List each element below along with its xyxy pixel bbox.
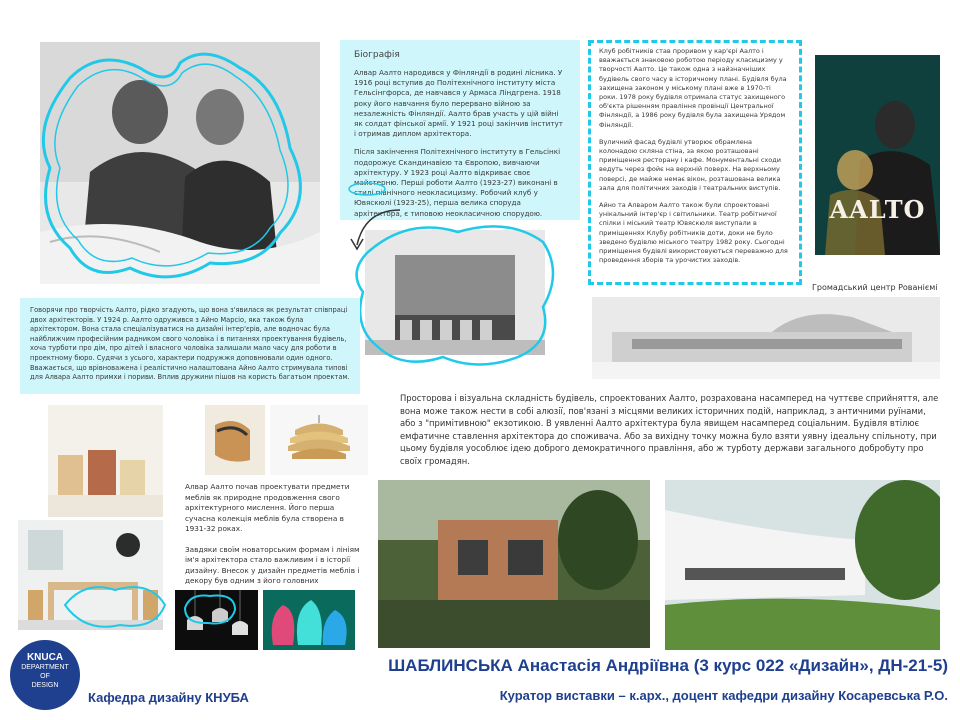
white-curved-building-photo (665, 480, 940, 650)
workers-club-paragraph-1: Клуб робітників став проривом у кар'єрі Аалто і вважається знаковою роботою періоду класицизму у творчості Аалто. Це також одна з найзначніших будівель свого часу в історичному плані. Будівля була захищена законом у міському плані вже в 1970-ті роки. 1978 року будівля отримала статус захищеного об'єкта рішенням правління провінції Центральної Фінляндії, а 1986 року будівля була захищена Урядом Фінляндії. (599, 47, 787, 129)
golden-lamp-photo (270, 405, 368, 475)
workers-club-panel (588, 40, 802, 285)
aalto-poster (815, 55, 940, 255)
lounge-chair-photo (205, 405, 265, 475)
glass-vases-photo (263, 590, 355, 650)
knuca-logo (10, 640, 80, 710)
author-line: ШАБЛИНСЬКА Анастасія Андріївна (3 курс 022 «Дизайн», ДН-21-5) (388, 656, 948, 675)
furniture-paragraph-1: Алвар Аалто почав проектувати предмети меблів як природне продовження свого архітектурного мислення. Його перша сучасна колекція меблів була створена в 1931-32 роках. (185, 482, 350, 533)
rovaniemi-center-photo (592, 297, 940, 379)
cyan-scribble-lamps (180, 588, 240, 628)
cyan-circle-mark (347, 181, 387, 197)
department-label: Кафедра дизайну КНУБА (88, 690, 249, 705)
brick-house-photo (378, 480, 650, 648)
logo-line-3: OF (40, 673, 50, 680)
furniture-paragraph-2: Завдяки своїм новаторським формам і лініям ім'я архітектора стало важливим і в історії дизайну. Внесок у дизайн предметів меблів і декору був одним з його головних (185, 544, 360, 585)
biography-paragraph-2: Після закінчення Політехнічного інституту в Гельсінкі подорожує Скандинавією та Європою, вивчаючи архітектуру. У 1923 році Аалто відкриває своє майстерню. Перші роботи Аалто (1923-27) виконані в стилі північного неокласицизму. Робочий клуб у Ювяскюлі (1923-25), перша велика споруда архітектора, є типовою неокласичною спорудою. (354, 147, 561, 218)
cyan-scribble-building (348, 212, 563, 372)
logo-line-2: DEPARTMENT (21, 664, 69, 671)
stools-chairs-photo (48, 405, 163, 517)
workers-club-paragraph-2: Вуличний фасад будівлі утворює обрамлена колонадою скляна стіна, за якою розташовані приміщення ресторану і кафе. Монументальні сходи ведуть через фойє на верхній поверх. На верхньому поверсі, де майже немає вікон, розташована велика зала для політичних заходів і театральних виступів. (599, 137, 781, 192)
rovaniemi-caption: Громадський центр Рованіємі (812, 283, 938, 292)
workers-club-paragraph-3: Айно та Алваром Аалто також були спроектовані унікальний інтер'єр і світильники. Театр робітничої спілки і міський театр Ювяскюля виступали в приміщеннях Клубу робітників доти, доки не було зведено будівлю міського театру 1982 року. Сьогодні приміщення будівлі використовуються переважно для проведення зборів та урочистих заходів. (599, 201, 788, 265)
cyan-scribble-outline (30, 38, 330, 298)
furniture-text-block (185, 482, 360, 597)
poster-title: AALTO (829, 195, 926, 224)
biography-title: Біографія (354, 50, 400, 60)
logo-line-1: KNUCA (26, 652, 64, 663)
aino-text-panel (20, 298, 360, 394)
logo-line-4: DESIGN (31, 682, 59, 689)
curator-line: Куратор виставки – к.арх., доцент кафедри дизайну Косаревська Р.О. (499, 688, 948, 703)
perception-text: Просторова і візуальна складність будівель, спроектованих Аалто, розрахована насамперед на чуттєве сприйняття, але вона може також нести в собі алюзії, пов'язані з місцями великих історичних подій, наприклад, з античними руїнами, або з "примітивною" екзотикою. В уявленні Аалто архітектура була явищем насамперед соціальним. Будівля втілює емфатичне ставлення архітектора до споживача. Або за вихідну точку можна було взяти уявну ідеальну спільноту, при цьому будівля уособлює ідею доброго демократичного правління, або ж турботу держави загального добробуту про своїх громадян. (400, 393, 939, 466)
aino-text: Говорячи про творчість Аалто, рідко згадують, що вона з'явилася як результат співпраці двох архітекторів. У 1924 р. Аалто одружився з Айно Марсіо, яка також була архітектором. Вона стала спеціалізуватися на дизайні інтер'єрів, але водночас була найближчим професійним радником свого чоловіка і в питаннях проектування будівель, хоча турботи про дім, про дітей і власного чоловіка залишали мало часу для роботи в проектному бюро. Судячи з усього, характери подружжя доповнювали один одного. Вважається, що врівноважена і реалістично налаштована Айно Аалто стримувала типові для Алвара Аалто примхи і пориви. Вплив дружини пішов на користь багатьом проектам. (30, 306, 350, 382)
cyan-scribble-chairs (60, 575, 170, 635)
biography-paragraph-1: Алвар Аалто народився у Фінляндії в родині лісника. У 1916 році вступив до Політехнічного інституту міста Гельсінгфорса, де навчався у Армаса Ліндгрена. 1918 року його навчання було перервано війною за незалежність Фінляндії. Аалто брав участь у цій війні як солдат фінської армії. У 1921 році закінчив інститут і отримав диплом архітектора. (354, 68, 563, 139)
